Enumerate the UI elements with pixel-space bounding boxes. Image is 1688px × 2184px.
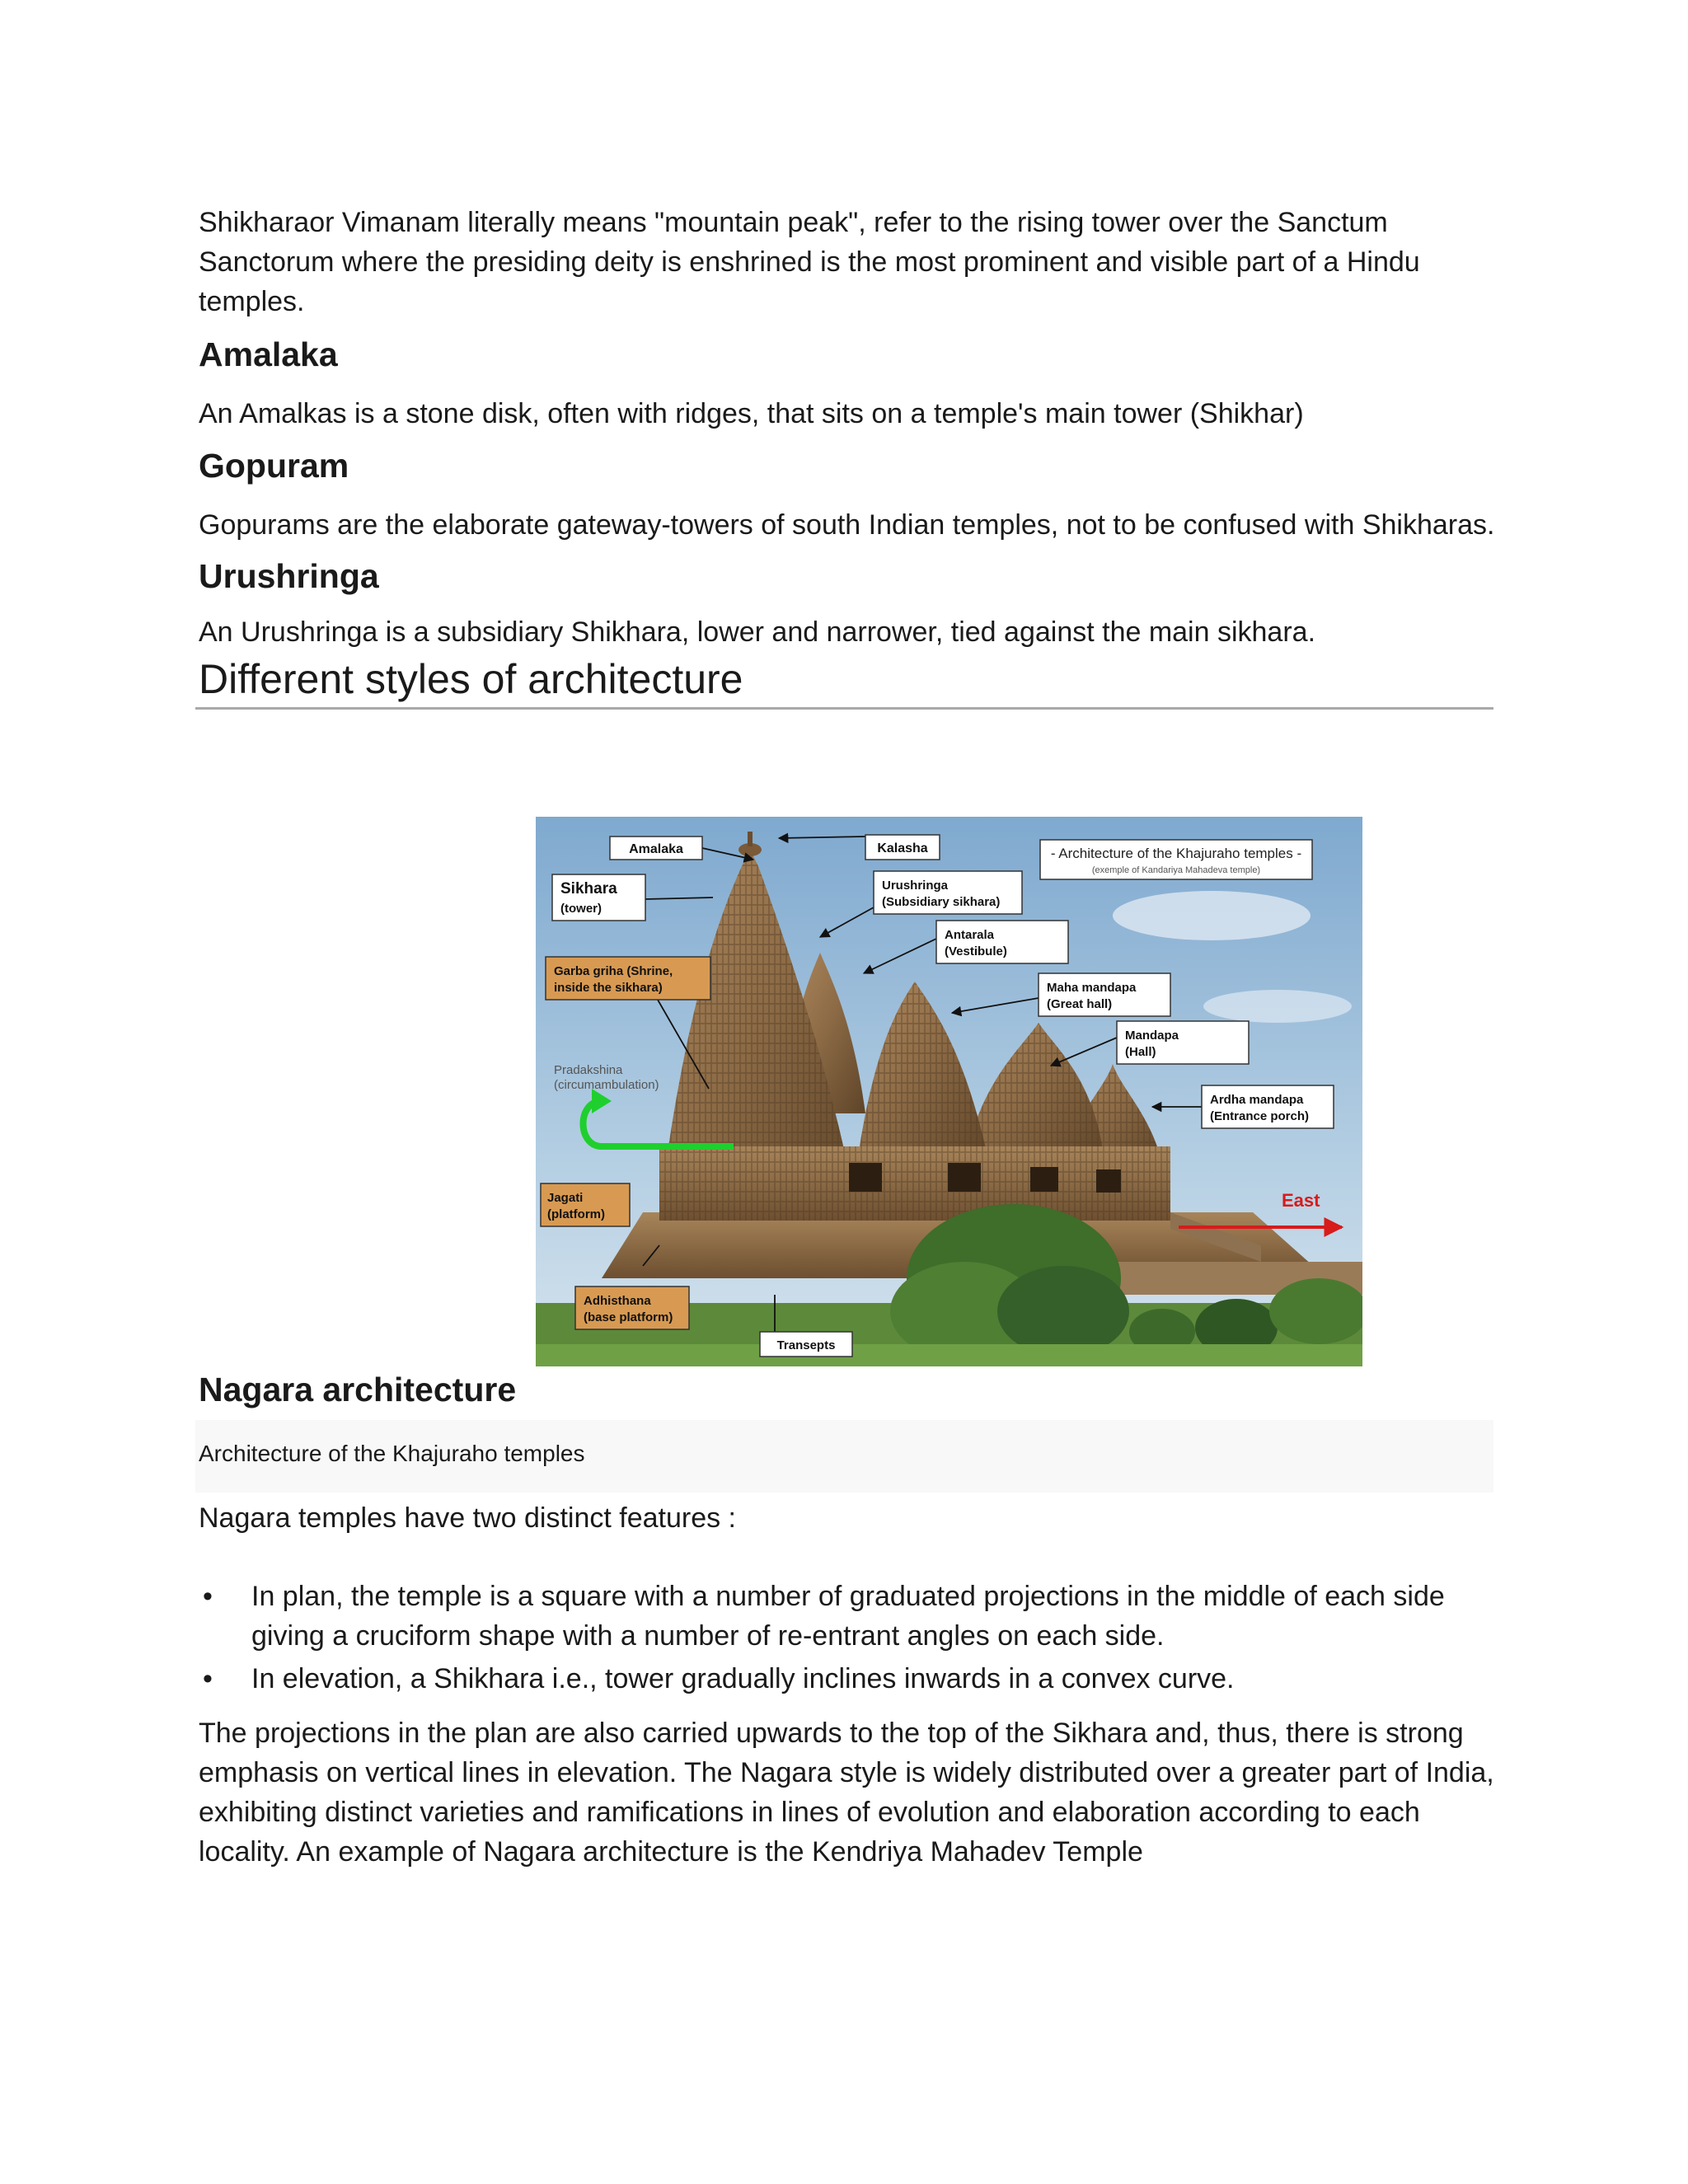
khajuraho-temple-diagram (536, 817, 1362, 1366)
maha-mandapa-label (1039, 973, 1170, 1016)
urushringa-label-line2: (Subsidiary sikhara) (882, 895, 1001, 909)
pradakshina-label-line2: (circumambulation) (554, 1078, 659, 1092)
amalaka-label-text: Amalaka (629, 842, 683, 856)
maha-mandapa-label-line2: (Great hall) (1047, 997, 1113, 1011)
list-item (199, 1659, 1484, 1699)
antarala-label-line2: (Vestibule) (945, 944, 1007, 958)
sikhara-label (552, 874, 645, 921)
urushringa-label (874, 871, 1022, 914)
figure-subtitle: (exemple of Kandariya Mahadeva temple) (1091, 865, 1261, 875)
ardha-mandapa-label-line2: (Entrance porch) (1210, 1109, 1310, 1123)
kalasha-label-text: Kalasha (877, 841, 928, 855)
gopuram-heading: Gopuram (199, 447, 349, 485)
amalaka-heading: Amalaka (199, 335, 338, 373)
jagati-label-line2: (platform) (547, 1207, 605, 1221)
heading-divider (195, 707, 1493, 710)
kalasha-label (865, 835, 940, 860)
figure-title: - Architecture of the Khajuraho temples - (1050, 846, 1302, 861)
mandapa-label-line1: Mandapa (1125, 1029, 1179, 1043)
adhisthana-label-line1: Adhisthana (584, 1294, 651, 1308)
antarala-label (936, 921, 1068, 963)
temple-diagram-svg (536, 817, 1362, 1366)
urushringa-label-line1: Urushringa (882, 879, 949, 893)
amalaka-label (610, 837, 702, 860)
bullet-icon: • (203, 1663, 213, 1694)
intro-paragraph: Shikharaor Vimanam literally means "mountain peak", refer to the rising tower over the Sanctum Sanctorum where the presiding deity is enshrined is the most prominent and visible part of a Hindu temples. (199, 207, 1420, 317)
sikhara-label-line1: Sikhara (560, 880, 617, 898)
maha-mandapa-label-line1: Maha mandapa (1047, 981, 1137, 995)
nagara-heading: Nagara architecture (199, 1371, 517, 1408)
urushringa-paragraph: An Urushringa is a subsidiary Shikhara, lower and narrower, tied against the main sikhara. (199, 616, 1316, 648)
mandapa-label (1117, 1021, 1249, 1064)
east-label: East (1282, 1190, 1320, 1211)
jagati-label (541, 1183, 630, 1226)
garba-griha-label-line2: inside the sikhara) (554, 981, 663, 995)
architecture-title-box (1040, 840, 1312, 879)
bullet-icon: • (203, 1581, 213, 1612)
garba-griha-label (546, 957, 710, 1000)
amalaka-paragraph: An Amalkas is a stone disk, often with ridges, that sits on a temple's main tower (Shikhar) (199, 398, 1304, 429)
sikhara-label-line2: (tower) (560, 902, 602, 916)
antarala-label-line1: Antarala (945, 928, 995, 942)
list-item-text: In plan, the temple is a square with a number of graduated projections in the middle of each side giving a cruciform shape with a number of re-entrant angles on each side. (251, 1581, 1445, 1652)
ardha-mandapa-label (1202, 1085, 1334, 1128)
adhisthana-label (575, 1286, 689, 1329)
adhisthana-label-line2: (base platform) (584, 1310, 673, 1324)
styles-heading: Different styles of architecture (199, 656, 743, 702)
mandapa-label-line2: (Hall) (1125, 1045, 1156, 1059)
jagati-label-line1: Jagati (547, 1191, 584, 1205)
list-item-text: In elevation, a Shikhara i.e., tower gradually inclines inwards in a convex curve. (251, 1663, 1235, 1694)
garba-griha-label-line1: Garba griha (Shrine, (554, 964, 673, 978)
transepts-label-text: Transepts (776, 1338, 836, 1352)
pradakshina-label-line1: Pradakshina (554, 1063, 623, 1077)
gopuram-paragraph: Gopurams are the elaborate gateway-towers of south Indian temples, not to be confused with Shikharas. (199, 509, 1495, 541)
transepts-label (760, 1332, 852, 1357)
figure-caption: Architecture of the Khajuraho temples (199, 1441, 585, 1466)
list-item (199, 1577, 1484, 1656)
nagara-detail-paragraph: The projections in the plan are also carried upwards to the top of the Sikhara and, thus, there is strong emphasis on vertical lines in elevation. The Nagara style is widely distributed over a greater part of India, exhibiting distinct varieties and ramifications in lines of evolution and elaboration according to each locality. An example of Nagara architecture is the Kendriya Mahadev Temple (199, 1718, 1494, 1868)
nagara-intro-paragraph: Nagara temples have two distinct features : (199, 1502, 736, 1534)
nagara-features-list (199, 1577, 1484, 1702)
urushringa-heading: Urushringa (199, 557, 379, 595)
ardha-mandapa-label-line1: Ardha mandapa (1210, 1093, 1304, 1107)
